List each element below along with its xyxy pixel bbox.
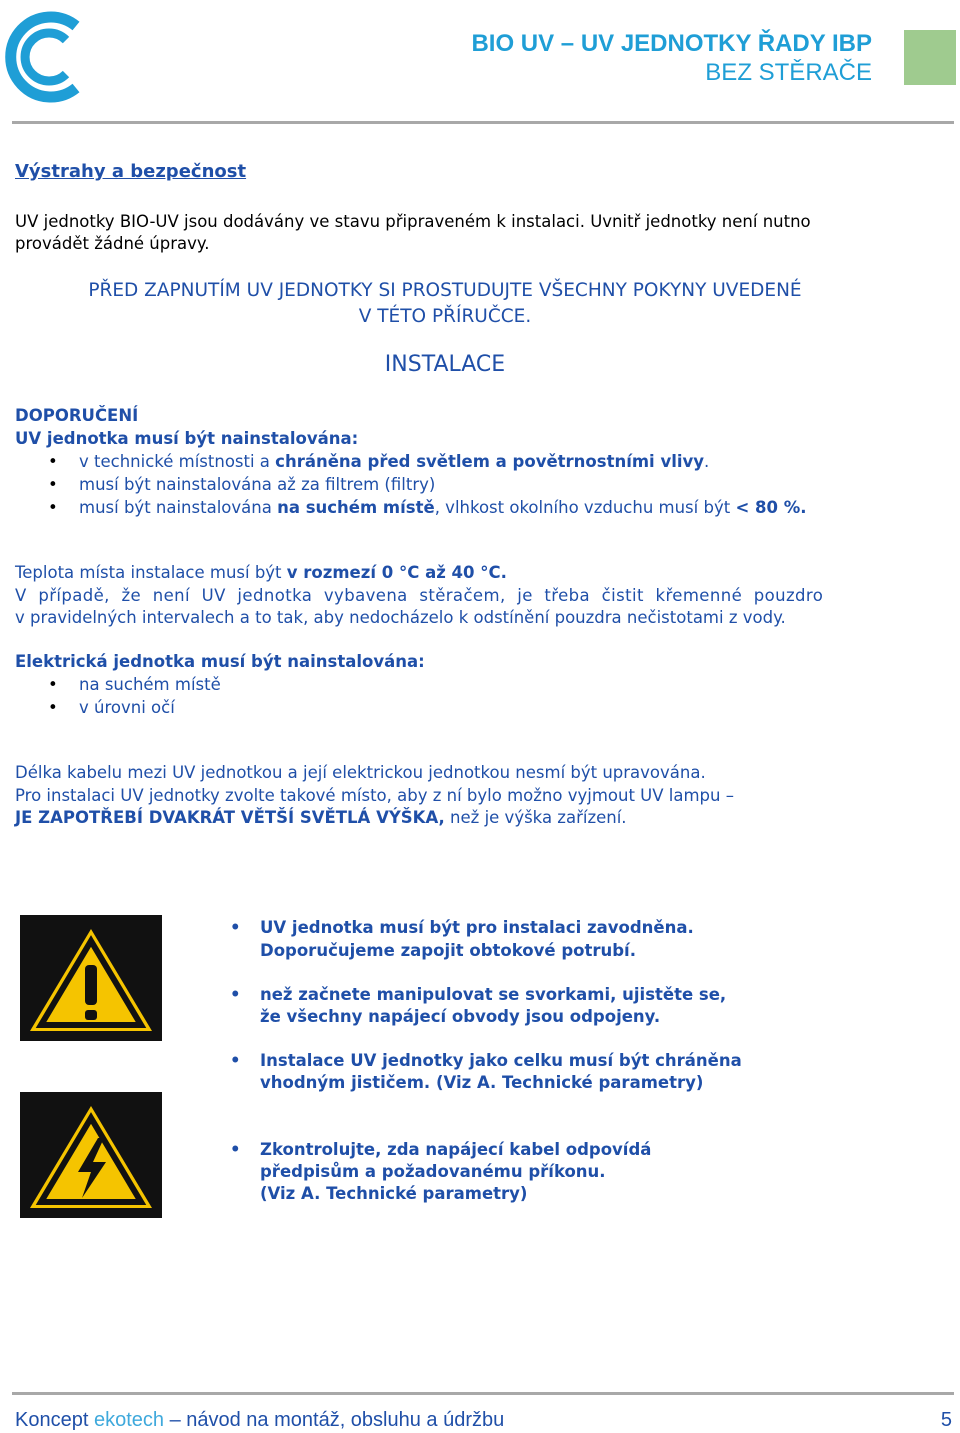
cable-line3: JE ZAPOTŘEBÍ DVAKRÁT VĚTŠÍ SVĚTLÁ VÝŠKA, než je výška zařízení.: [15, 808, 627, 827]
recommend-heading: DOPORUČENÍ: [15, 406, 139, 425]
company-logo: [0, 4, 92, 106]
recommend-item-2: • musí být nainstalována až za filtrem (filtry): [15, 473, 807, 496]
footer-text: Koncept ekotech – návod na montáž, obsluhu a údržbu: [15, 1409, 505, 1431]
exclamation-warning-icon: [20, 915, 162, 1041]
warning-3-line1: Instalace UV jednotky jako celku musí být chráněna: [260, 1051, 742, 1070]
header-accent-box: [904, 30, 956, 85]
intro-line2: provádět žádné úpravy.: [15, 234, 210, 253]
recommend-list: [15, 450, 807, 519]
footer-divider: [12, 1392, 954, 1395]
warning-3-line2: vhodným jističem. (Viz A. Technické parametry): [260, 1073, 704, 1092]
cable-line1: Délka kabelu mezi UV jednotkou a její elektrickou jednotkou nesmí být upravována.: [15, 763, 706, 782]
warning-1-line2: Doporučujeme zapojit obtokové potrubí.: [260, 941, 636, 960]
warning-2-line1: než začnete manipulovat se svorkami, ujistěte se,: [260, 985, 727, 1004]
caps-warning-line2: V TÉTO PŘÍRUČCE.: [358, 306, 532, 327]
header-title-line1: BIO UV – UV JEDNOTKY ŘADY IBP: [471, 30, 872, 57]
temperature-line2: V případě, že není UV jednotka vybavena stěračem, je třeba čistit křemenné pouzdro: [15, 586, 824, 605]
warning-1-line1: UV jednotka musí být pro instalaci zavodněna.: [260, 918, 694, 937]
temperature-line1: Teplota místa instalace musí být v rozmezí 0 °C až 40 °C.: [15, 563, 507, 582]
temperature-line3: v pravidelných intervalech a to tak, aby nedocházelo k odstínění pouzdra nečistotami z vody.: [15, 608, 786, 627]
section-title: Výstrahy a bezpečnost: [15, 161, 247, 182]
header-divider: [12, 121, 954, 124]
recommend-item-1: • v technické místnosti a chráněna před světlem a povětrnostními vlivy.: [15, 450, 807, 473]
document-header-title: [471, 30, 872, 88]
electrical-item-2: • v úrovni očí: [15, 696, 221, 719]
page-number: 5: [940, 1409, 952, 1431]
high-voltage-warning-icon: [20, 1092, 162, 1218]
instalace-heading: INSTALACE: [384, 352, 506, 377]
caps-warning-line1: PŘED ZAPNUTÍM UV JEDNOTKY SI PROSTUDUJTE VŠECHNY POKYNY UVEDENÉ: [88, 280, 802, 301]
electrical-item-1: • na suchém místě: [15, 673, 221, 696]
warning-4-line1: Zkontrolujte, zda napájecí kabel odpovídá: [260, 1140, 652, 1159]
recommend-subheading: UV jednotka musí být nainstalována:: [15, 429, 359, 448]
electrical-list: [15, 673, 221, 719]
warning-2-line2: že všechny napájecí obvody jsou odpojeny.: [260, 1007, 661, 1026]
cable-line2: Pro instalaci UV jednotky zvolte takové místo, aby z ní bylo možno vyjmout UV lampu –: [15, 786, 734, 805]
intro-line1: UV jednotky BIO-UV jsou dodávány ve stavu připraveném k instalaci. Uvnitř jednotky není nutno: [15, 212, 811, 231]
header-title-line2: BEZ STĚRAČE: [705, 59, 872, 86]
warning-4-line2: předpisům a požadovanému příkonu.: [260, 1162, 606, 1181]
recommend-item-3: • musí být nainstalována na suchém místě, vlhkost okolního vzduchu musí být < 80 %.: [15, 496, 807, 519]
warning-4-line3: (Viz A. Technické parametry): [260, 1184, 528, 1203]
electrical-heading: Elektrická jednotka musí být nainstalována:: [15, 652, 425, 671]
